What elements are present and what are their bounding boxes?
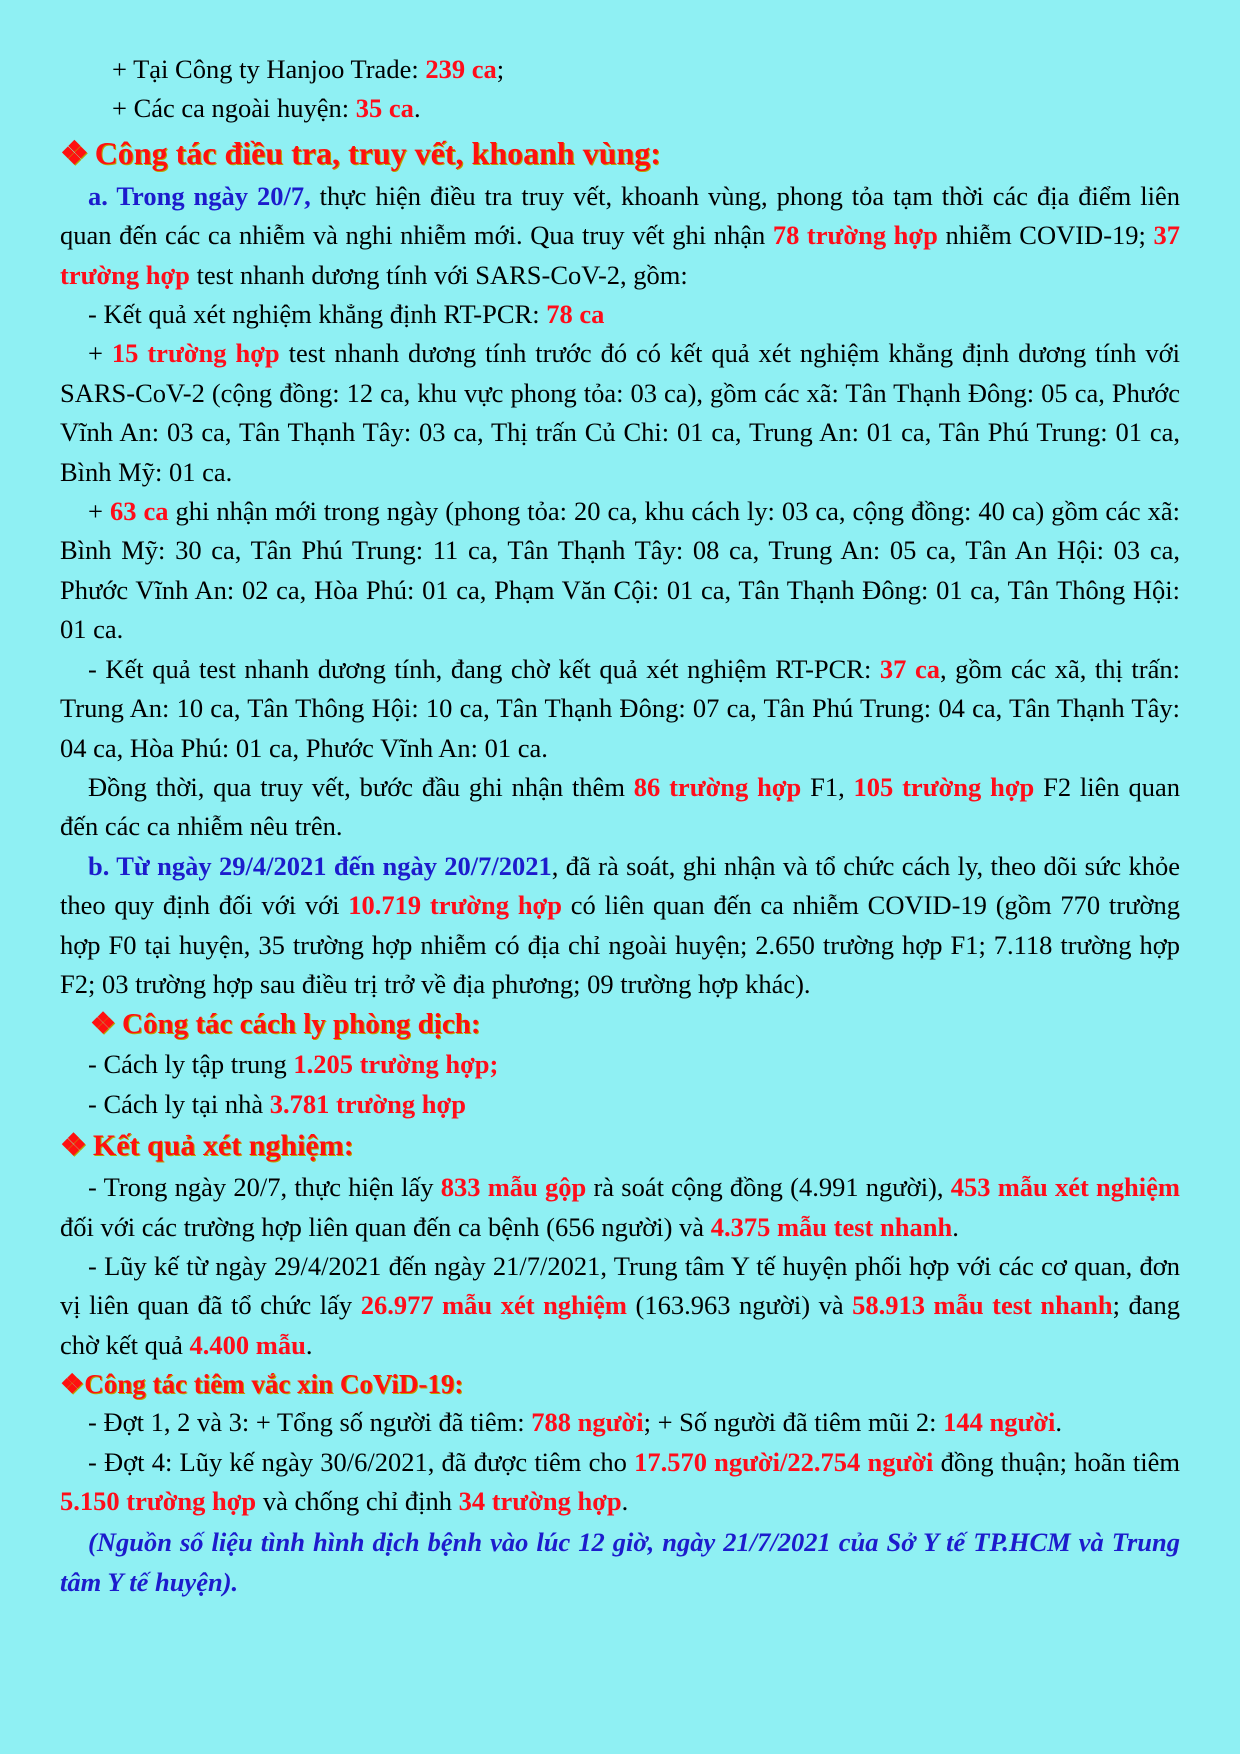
paragraph-15-cases: + 15 trường hợp test nhanh dương tính trước đó có kết quả xét nghiệm khẳng định dương tính với SARS-CoV-2 (cộng đồng: 12 ca, khu vực phong tỏa: 03 ca), gồm các xã: Tân Thạnh Đông: 05 ca, Phước Vĩnh An: 03 ca, Tân Thạnh Tây: 03 ca, Thị trấn Củ Chi: 01 ca, Trung An: 01 ca, Tân Phú Trung: 01 ca, Bình Mỹ: 01 ca. (60, 338, 1180, 487)
paragraph-rounds-1-3: - Đợt 1, 2 và 3: + Tổng số người đã tiêm: 788 người; + Số người đã tiêm mũi 2: 144 người. (88, 1407, 1063, 1438)
diamond-bullet-icon: ❖ (90, 1008, 116, 1041)
data-source-note: (Nguồn số liệu tình hình dịch bệnh vào lúc 12 giờ, ngày 21/7/2021 của Sở Y tế TP.HCM và Trung tâm Y tế huyện). (60, 1527, 1180, 1597)
paragraph-37-cases: - Kết quả test nhanh dương tính, đang chờ kết quả xét nghiệm RT-PCR: 37 ca, gồm các xã, thị trấn: Trung An: 10 ca, Tân Thông Hội: 10 ca, Tân Thạnh Đông: 07 ca, Tân Phú Trung: 04 ca, Tân Thạnh Tây: 04 ca, Hòa Phú: 01 ca, Phước Vĩnh An: 01 ca. (60, 653, 1180, 763)
paragraph-a: a. Trong ngày 20/7, thực hiện điều tra truy vết, khoanh vùng, phong tỏa tạm thời các địa điểm liên quan đến các ca nhiễm và nghi nhiễm mới. Qua truy vết ghi nhận 78 trường hợp nhiễm COVID-19; 37 trường hợp test nhanh dương tính với SARS-CoV-2, gồm: (60, 180, 1180, 290)
home-quarantine-line: - Cách ly tại nhà 3.781 trường hợp (88, 1088, 466, 1119)
paragraph-round-4: - Đợt 4: Lũy kế ngày 30/6/2021, đã được tiêm cho 17.570 người/22.754 người đồng thuận; hoãn tiêm 5.150 trường hợp và chống chỉ định 34 trường hợp. (60, 1446, 1180, 1516)
paragraph-f1-f2: Đồng thời, qua truy vết, bước đầu ghi nhận thêm 86 trường hợp F1, 105 trường hợp F2 liên quan đến các ca nhiễm nêu trên. (60, 771, 1180, 842)
section-heading-test-results: ❖ Kết quả xét nghiệm: (60, 1129, 354, 1163)
section-heading-vaccination: ❖Công tác tiêm vắc xin CoViD-19: (60, 1369, 464, 1400)
section-heading-quarantine: ❖ Công tác cách ly phòng dịch: (90, 1008, 481, 1041)
paragraph-63-cases: + 63 ca ghi nhận mới trong ngày (phong tỏa: 20 ca, khu cách ly: 03 ca, cộng đồng: 40 ca) gồm các xã: Bình Mỹ: 30 ca, Tân Phú Trung: 11 ca, Tân Thạnh Tây: 08 ca, Trung An: 05 ca, Tân An Hội: 03 ca, Phước Vĩnh An: 02 ca, Hòa Phú: 01 ca, Phạm Văn Cội: 01 ca, Tân Thạnh Đông: 01 ca, Tân Thông Hội: 01 ca. (60, 496, 1181, 645)
paragraph-b: b. Từ ngày 29/4/2021 đến ngày 20/7/2021, đã rà soát, ghi nhận và tổ chức cách ly, theo dõi sức khỏe theo quy định đối với với 10.719 trường hợp có liên quan đến ca nhiễm COVID-19 (gồm 770 trường hợp F0 tại huyện, 35 trường hợp nhiễm có địa chỉ ngoài huyện; 2.650 trường hợp F1; 7.118 trường hợp F2; 03 trường hợp sau điều trị trở về địa phương; 09 trường hợp khác). (60, 850, 1180, 999)
paragraph-cumulative-tests: - Lũy kế từ ngày 29/4/2021 đến ngày 21/7/2021, Trung tâm Y tế huyện phối hợp với các cơ quan, đơn vị liên quan đã tổ chức lấy 26.977 mẫu xét nghiệm (163.963 người) và 58.913 mẫu test nhanh; đang chờ kết quả 4.400 mẫu. (60, 1250, 1180, 1360)
hanjoo-line: + Tại Công ty Hanjoo Trade: 239 ca; (112, 54, 505, 84)
centralized-quarantine-line: - Cách ly tập trung 1.205 trường hợp; (88, 1049, 499, 1080)
section-heading-investigation: ❖ Công tác điều tra, truy vết, khoanh vùng: (60, 134, 661, 171)
rtpcr-line: - Kết quả xét nghiệm khẳng định RT-PCR: 78 ca (88, 299, 605, 330)
outside-district-line: + Các ca ngoài huyện: 35 ca. (112, 93, 421, 124)
diamond-bullet-icon: ❖ (60, 134, 89, 171)
diamond-bullet-icon: ❖ (60, 1129, 87, 1163)
paragraph-today-tests: - Trong ngày 20/7, thực hiện lấy 833 mẫu gộp rà soát cộng đồng (4.991 người), 453 mẫu xét nghiệm đối với các trường hợp liên quan đến ca bệnh (656 người) và 4.375 mẫu test nhanh. (60, 1172, 1180, 1242)
diamond-bullet-icon: ❖ (60, 1369, 85, 1400)
